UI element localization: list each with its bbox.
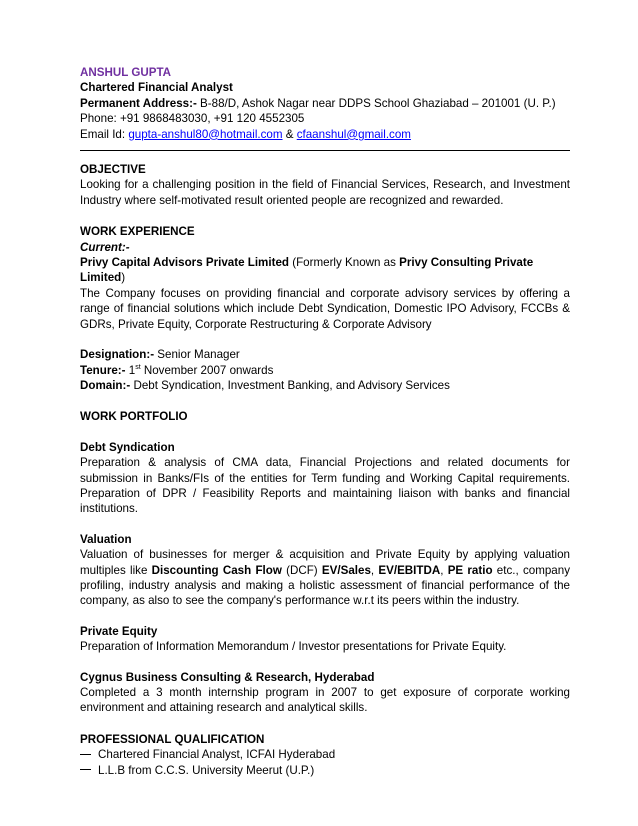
tenure-ordinal: st bbox=[135, 363, 141, 371]
work-experience-heading: WORK EXPERIENCE bbox=[80, 225, 195, 239]
resume-content bbox=[80, 65, 570, 778]
dash-bullet-icon bbox=[80, 747, 98, 762]
work-portfolio-heading: WORK PORTFOLIO bbox=[80, 410, 188, 424]
email-link-hotmail[interactable]: gupta-anshul80@hotmail.com bbox=[128, 127, 283, 141]
valuation-pe-ratio: PE ratio bbox=[447, 563, 493, 577]
objective-heading: OBJECTIVE bbox=[80, 163, 146, 177]
valuation-text-part: (DCF) bbox=[281, 563, 322, 577]
private-equity-title: Private Equity bbox=[80, 624, 158, 638]
qualification-item bbox=[80, 763, 570, 778]
objective-text: Looking for a challenging position in the field of Financial Services, Research, and Investment Industry where self-motivated result oriented people are recognized and rewarded. bbox=[80, 178, 570, 207]
former-company-name: Privy Consulting Private Limited bbox=[80, 256, 534, 285]
valuation-ev-ebitda: EV/EBITDA bbox=[378, 563, 441, 577]
valuation-title: Valuation bbox=[80, 532, 132, 546]
designation-label: Designation:- bbox=[80, 348, 155, 362]
spacer bbox=[80, 332, 570, 347]
current-label: Current:- bbox=[80, 240, 130, 254]
debt-syndication-title: Debt Syndication bbox=[80, 440, 175, 454]
company-name: Privy Capital Advisors Private Limited bbox=[80, 256, 289, 270]
designation-line bbox=[80, 347, 570, 362]
domain-label: Domain:- bbox=[80, 378, 131, 392]
candidate-title: Chartered Financial Analyst bbox=[80, 81, 233, 95]
header-divider bbox=[80, 150, 570, 151]
qualification-item bbox=[80, 747, 570, 762]
valuation-text-part: , bbox=[440, 563, 448, 577]
valuation-dcf: Discounting Cash Flow bbox=[151, 563, 282, 577]
dash-bullet-icon bbox=[80, 763, 98, 778]
candidate-name: ANSHUL GUPTA bbox=[80, 66, 172, 79]
valuation-text bbox=[80, 547, 570, 609]
private-equity-text: Preparation of Information Memorandum / Investor presentations for Private Equity. bbox=[80, 640, 507, 654]
valuation-ev-sales: EV/Sales bbox=[321, 563, 371, 577]
cygnus-text: Completed a 3 month internship program in 2007 to get exposure of corporate working environment and attaining research and analytical skills. bbox=[80, 686, 570, 715]
tenure-line bbox=[80, 363, 570, 378]
address-value: B-88/D, Ashok Nagar near DDPS School Ghaziabad – 201001 (U. P.) bbox=[196, 96, 556, 110]
tenure-rest: November 2007 onwards bbox=[140, 363, 274, 377]
qualification-item-text: Chartered Financial Analyst, ICFAI Hyderabad bbox=[98, 748, 336, 762]
address-line bbox=[80, 96, 570, 111]
company-description: The Company focuses on providing financial and corporate advisory services by offering a range of financial solutions which include Debt Syndication, Domestic IPO Advisory, FCCBs & GDRs, Private Equity, Corporate Restructuring & Corporate Advisory bbox=[80, 286, 570, 331]
email-label: Email Id: bbox=[80, 127, 129, 141]
email-separator: & bbox=[282, 127, 297, 141]
debt-syndication-text: Preparation & analysis of CMA data, Financial Projections and related documents for submission in Banks/FIs of the entities for Term funding and Working Capital requirements. Preparation of DPR / Feasibility Reports and maintaining liaison with banks and financial institutions. bbox=[80, 456, 570, 516]
formerly-text: (Formerly Known as bbox=[288, 256, 400, 270]
email-link-gmail[interactable]: cfaanshul@gmail.com bbox=[296, 127, 411, 141]
designation-value: Senior Manager bbox=[154, 348, 240, 362]
valuation-text-part: Valuation of businesses for merger & acquisition and Private Equity by applying valuation multiples like bbox=[80, 548, 570, 577]
tenure-label: Tenure:- bbox=[80, 363, 126, 377]
address-label: Permanent Address:- bbox=[80, 96, 197, 110]
domain-line bbox=[80, 378, 570, 393]
tenure-day: 1 bbox=[125, 363, 136, 377]
qualification-item-text: L.L.B from C.C.S. University Meerut (U.P.) bbox=[98, 763, 315, 777]
cygnus-title: Cygnus Business Consulting & Research, Hyderabad bbox=[80, 670, 375, 684]
qualification-heading: PROFESSIONAL QUALIFICATION bbox=[80, 732, 265, 746]
domain-value: Debt Syndication, Investment Banking, and Advisory Services bbox=[130, 378, 450, 392]
valuation-text-part: , bbox=[370, 563, 379, 577]
valuation-text-part: etc., company profiling, industry analysis and making a holistic assessment of financial performance of the company, as also to see the company's performance w.r.t its peers within the industry. bbox=[80, 563, 570, 608]
email-line bbox=[80, 127, 570, 142]
company-line bbox=[80, 255, 570, 286]
phone-line: Phone: +91 9868483030, +91 120 4552305 bbox=[80, 112, 305, 126]
formerly-close: ) bbox=[121, 271, 126, 285]
